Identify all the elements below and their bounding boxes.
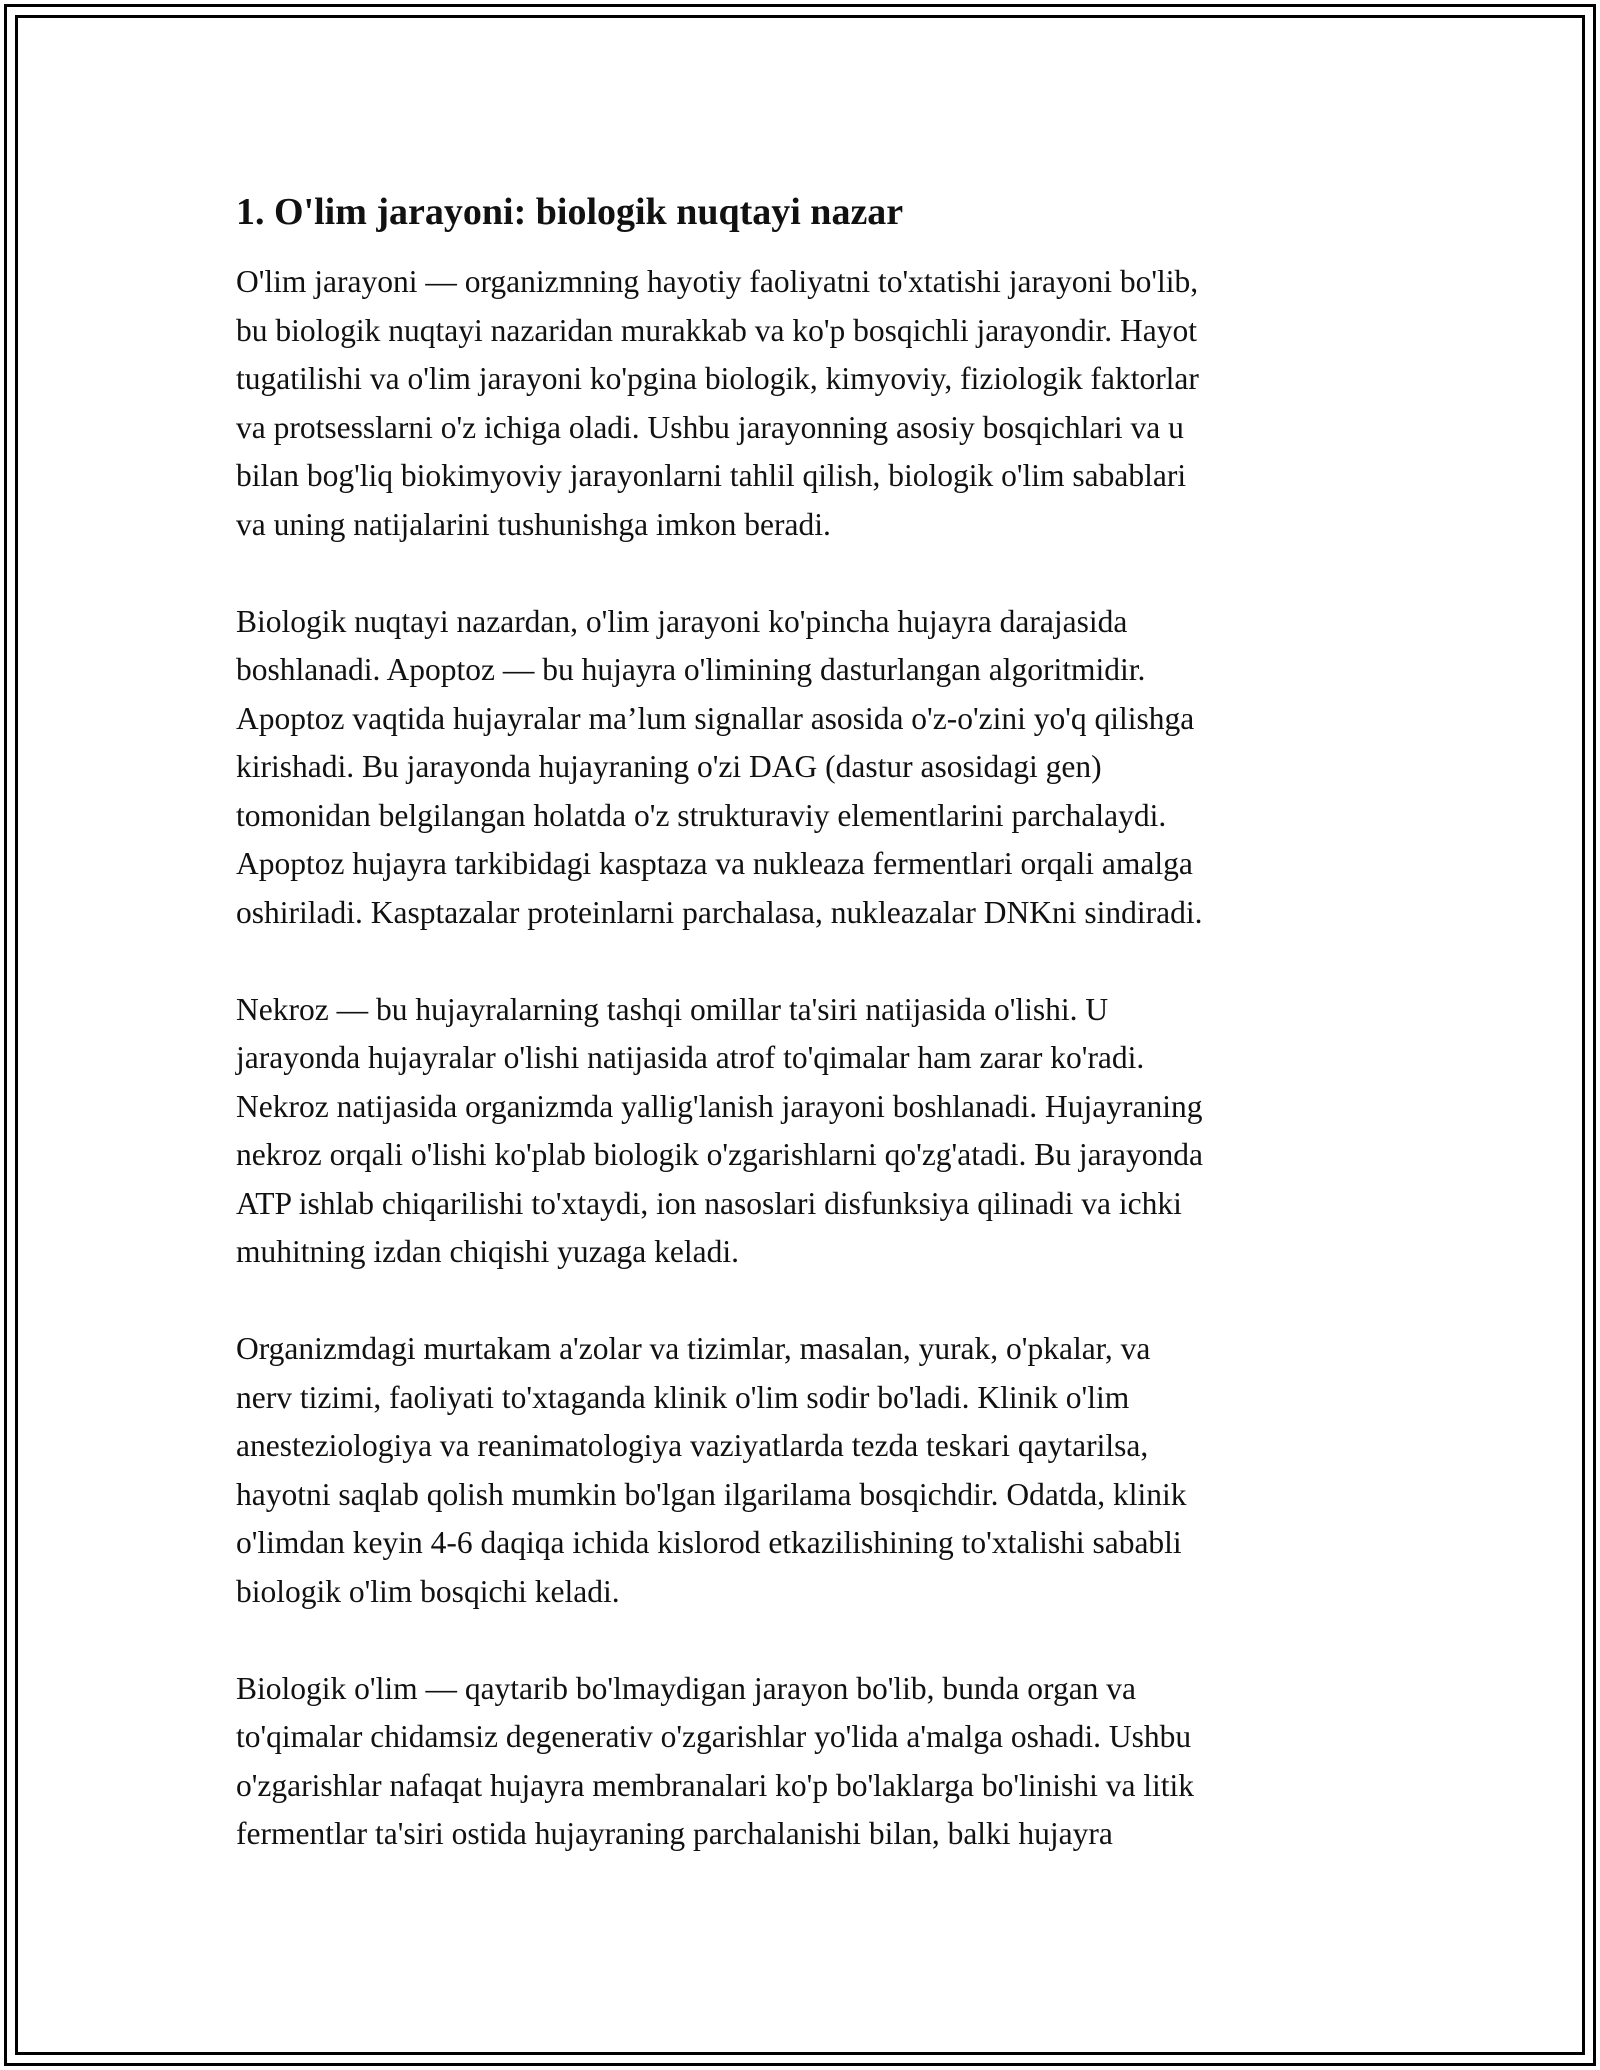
- document-body: [236, 186, 1386, 1859]
- paragraph-apoptosis: Biologik nuqtayi nazardan, o'lim jarayoni ko'pincha hujayra darajasida boshlanadi. Apoptoz — bu hujayra o'limining dasturlangan algoritmidir. Apoptoz vaqtida hujayralar ma’lum signallar asosida o'z-o'zini yo'q qilishga kirishadi. Bu jarayonda hujayraning o'zi DAG (dastur asosidagi gen) tomonidan belgilangan holatda o'z strukturaviy elementlarini parchalaydi. Apoptoz hujayra tarkibidagi kasptaza va nukleaza fermentlari orqali amalga oshiriladi. Kasptazalar proteinlarni parchalasa, nukleazalar DNKni sindiradi.: [236, 603, 1203, 930]
- paragraph-death-process: O'lim jarayoni — organizmning hayotiy faoliyatni to'xtatishi jarayoni bo'lib, bu biologik nuqtayi nazaridan murakkab va ko'p bosqichli jarayondir. Hayot tugatilishi va o'lim jarayoni ko'pgina biologik, kimyoviy, fiziologik faktorlar va protsesslarni o'z ichiga oladi. Ushbu jarayonning asosiy bosqichlari va u bilan bog'liq biokimyoviy jarayonlarni tahlil qilish, biologik o'lim sabablari va uning natijalarini tushunishga imkon beradi.: [236, 264, 1199, 542]
- paragraph-biological-death: Biologik o'lim — qaytarib bo'lmaydigan jarayon bo'lib, bunda organ va to'qimalar chidamsiz degenerativ o'zgarishlar yo'lida a'malga oshadi. Ushbu o'zgarishlar nafaqat hujayra membranalari ko'p bo'laklarga bo'linishi va litik fermentlar ta'siri ostida hujayraning parchalanishi bilan, balki hujayra: [236, 1670, 1195, 1851]
- paragraph-necrosis: Nekroz — bu hujayralarning tashqi omillar ta'siri natijasida o'lishi. U jarayonda hujayralar o'lishi natijasida atrof to'qimalar ham zarar ko'radi. Nekroz natijasida organizmda yallig'lanish jarayoni boshlanadi. Hujayraning nekroz orqali o'lishi ko'plab biologik o'zgarishlarni qo'zg'atadi. Bu jarayonda ATP ishlab chiqarilishi to'xtaydi, ion nasoslari disfunksiya qilinadi va ichki muhitning izdan chiqishi yuzaga keladi.: [236, 991, 1204, 1269]
- section-heading: 1. O'lim jarayoni: biologik nuqtayi nazar: [236, 191, 904, 233]
- paragraph-clinical-death: Organizmdagi murtakam a'zolar va tizimlar, masalan, yurak, o'pkalar, va nerv tizimi, faoliyati to'xtaganda klinik o'lim sodir bo'ladi. Klinik o'lim anesteziologiya va reanimatologiya vaziyatlarda tezda teskari qaytarilsa, hayotni saqlab qolish mumkin bo'lgan ilgarilama bosqichdir. Odatda, klinik o'limdan keyin 4-6 daqiqa ichida kislorod etkazilishining to'xtalishi sababli biologik o'lim bosqichi keladi.: [236, 1331, 1187, 1609]
